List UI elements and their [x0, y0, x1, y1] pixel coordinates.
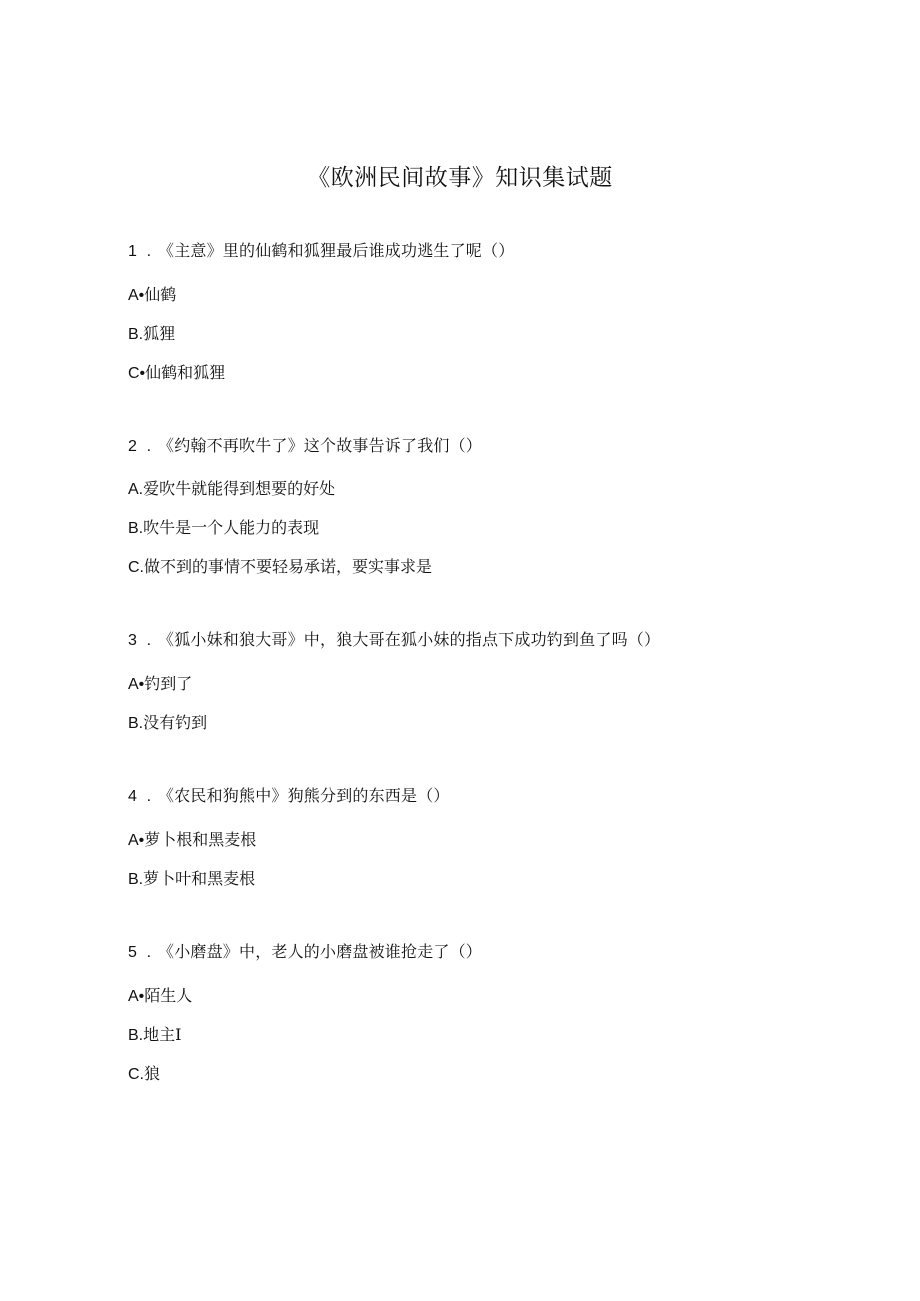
option-5c [128, 1063, 160, 1086]
option-key: B. [128, 1027, 144, 1044]
option-key: A. [128, 481, 144, 498]
option-text: 做不到的事情不要轻易承诺，要实事求是 [144, 557, 433, 576]
question-4 [128, 785, 450, 808]
option-key: A• [128, 287, 145, 304]
option-key: B. [128, 871, 144, 888]
option-2c [128, 556, 432, 579]
option-text: 仙鹤和狐狸 [145, 363, 226, 382]
option-1c [128, 362, 225, 385]
option-2a [128, 478, 335, 501]
option-text: 仙鹤 [144, 285, 177, 304]
page-title: 《欧洲民间故事》知识集试题 [307, 165, 613, 191]
question-number: 5 [128, 944, 138, 961]
option-text: 地主I [143, 1025, 182, 1044]
option-key: B. [128, 715, 144, 732]
option-1a [128, 284, 176, 307]
question-text: 《农民和狗熊中》狗熊分到的东西是（） [158, 786, 450, 805]
question-separator: . [146, 632, 152, 649]
option-key: C. [128, 1066, 144, 1083]
option-key: C• [128, 365, 146, 382]
option-4a [128, 829, 256, 852]
question-separator: . [146, 243, 152, 260]
option-key: A• [128, 676, 145, 693]
option-4b [128, 868, 255, 891]
option-text: 没有钓到 [143, 713, 208, 732]
option-text: 萝卜根和黑麦根 [144, 830, 257, 849]
question-separator: . [146, 944, 152, 961]
option-3b [128, 712, 207, 735]
question-number: 4 [128, 788, 138, 805]
option-key: A• [128, 832, 145, 849]
question-3 [128, 629, 660, 652]
option-text: 萝卜叶和黑麦根 [143, 869, 256, 888]
option-1b [128, 323, 175, 346]
question-text: 《主意》里的仙鹤和狐狸最后谁成功逃生了呢（） [158, 241, 515, 260]
question-number: 2 [128, 438, 138, 455]
question-2 [128, 435, 482, 458]
question-number: 3 [128, 632, 138, 649]
question-number: 1 [128, 243, 138, 260]
option-text: 狐狸 [143, 324, 176, 343]
option-2b [128, 517, 319, 540]
option-text: 狼 [144, 1064, 161, 1083]
option-5a [128, 985, 192, 1008]
option-text: 吹牛是一个人能力的表现 [143, 518, 320, 537]
question-5 [128, 941, 482, 964]
question-text: 《狐小妹和狼大哥》中，狼大哥在狐小妹的指点下成功钓到鱼了吗（） [158, 630, 661, 649]
option-5b [128, 1024, 181, 1047]
option-key: B. [128, 520, 144, 537]
question-text: 《小磨盘》中，老人的小磨盘被谁抢走了（） [158, 942, 483, 961]
question-text: 《约翰不再吹牛了》这个故事告诉了我们（） [158, 436, 483, 455]
option-3a [128, 673, 192, 696]
option-text: 爱吹牛就能得到想要的好处 [143, 479, 336, 498]
option-key: C. [128, 559, 144, 576]
option-text: 钓到了 [144, 674, 193, 693]
option-text: 陌生人 [144, 986, 193, 1005]
question-1 [128, 240, 514, 263]
question-separator: . [146, 788, 152, 805]
option-key: B. [128, 326, 144, 343]
question-separator: . [146, 438, 152, 455]
option-key: A• [128, 988, 145, 1005]
